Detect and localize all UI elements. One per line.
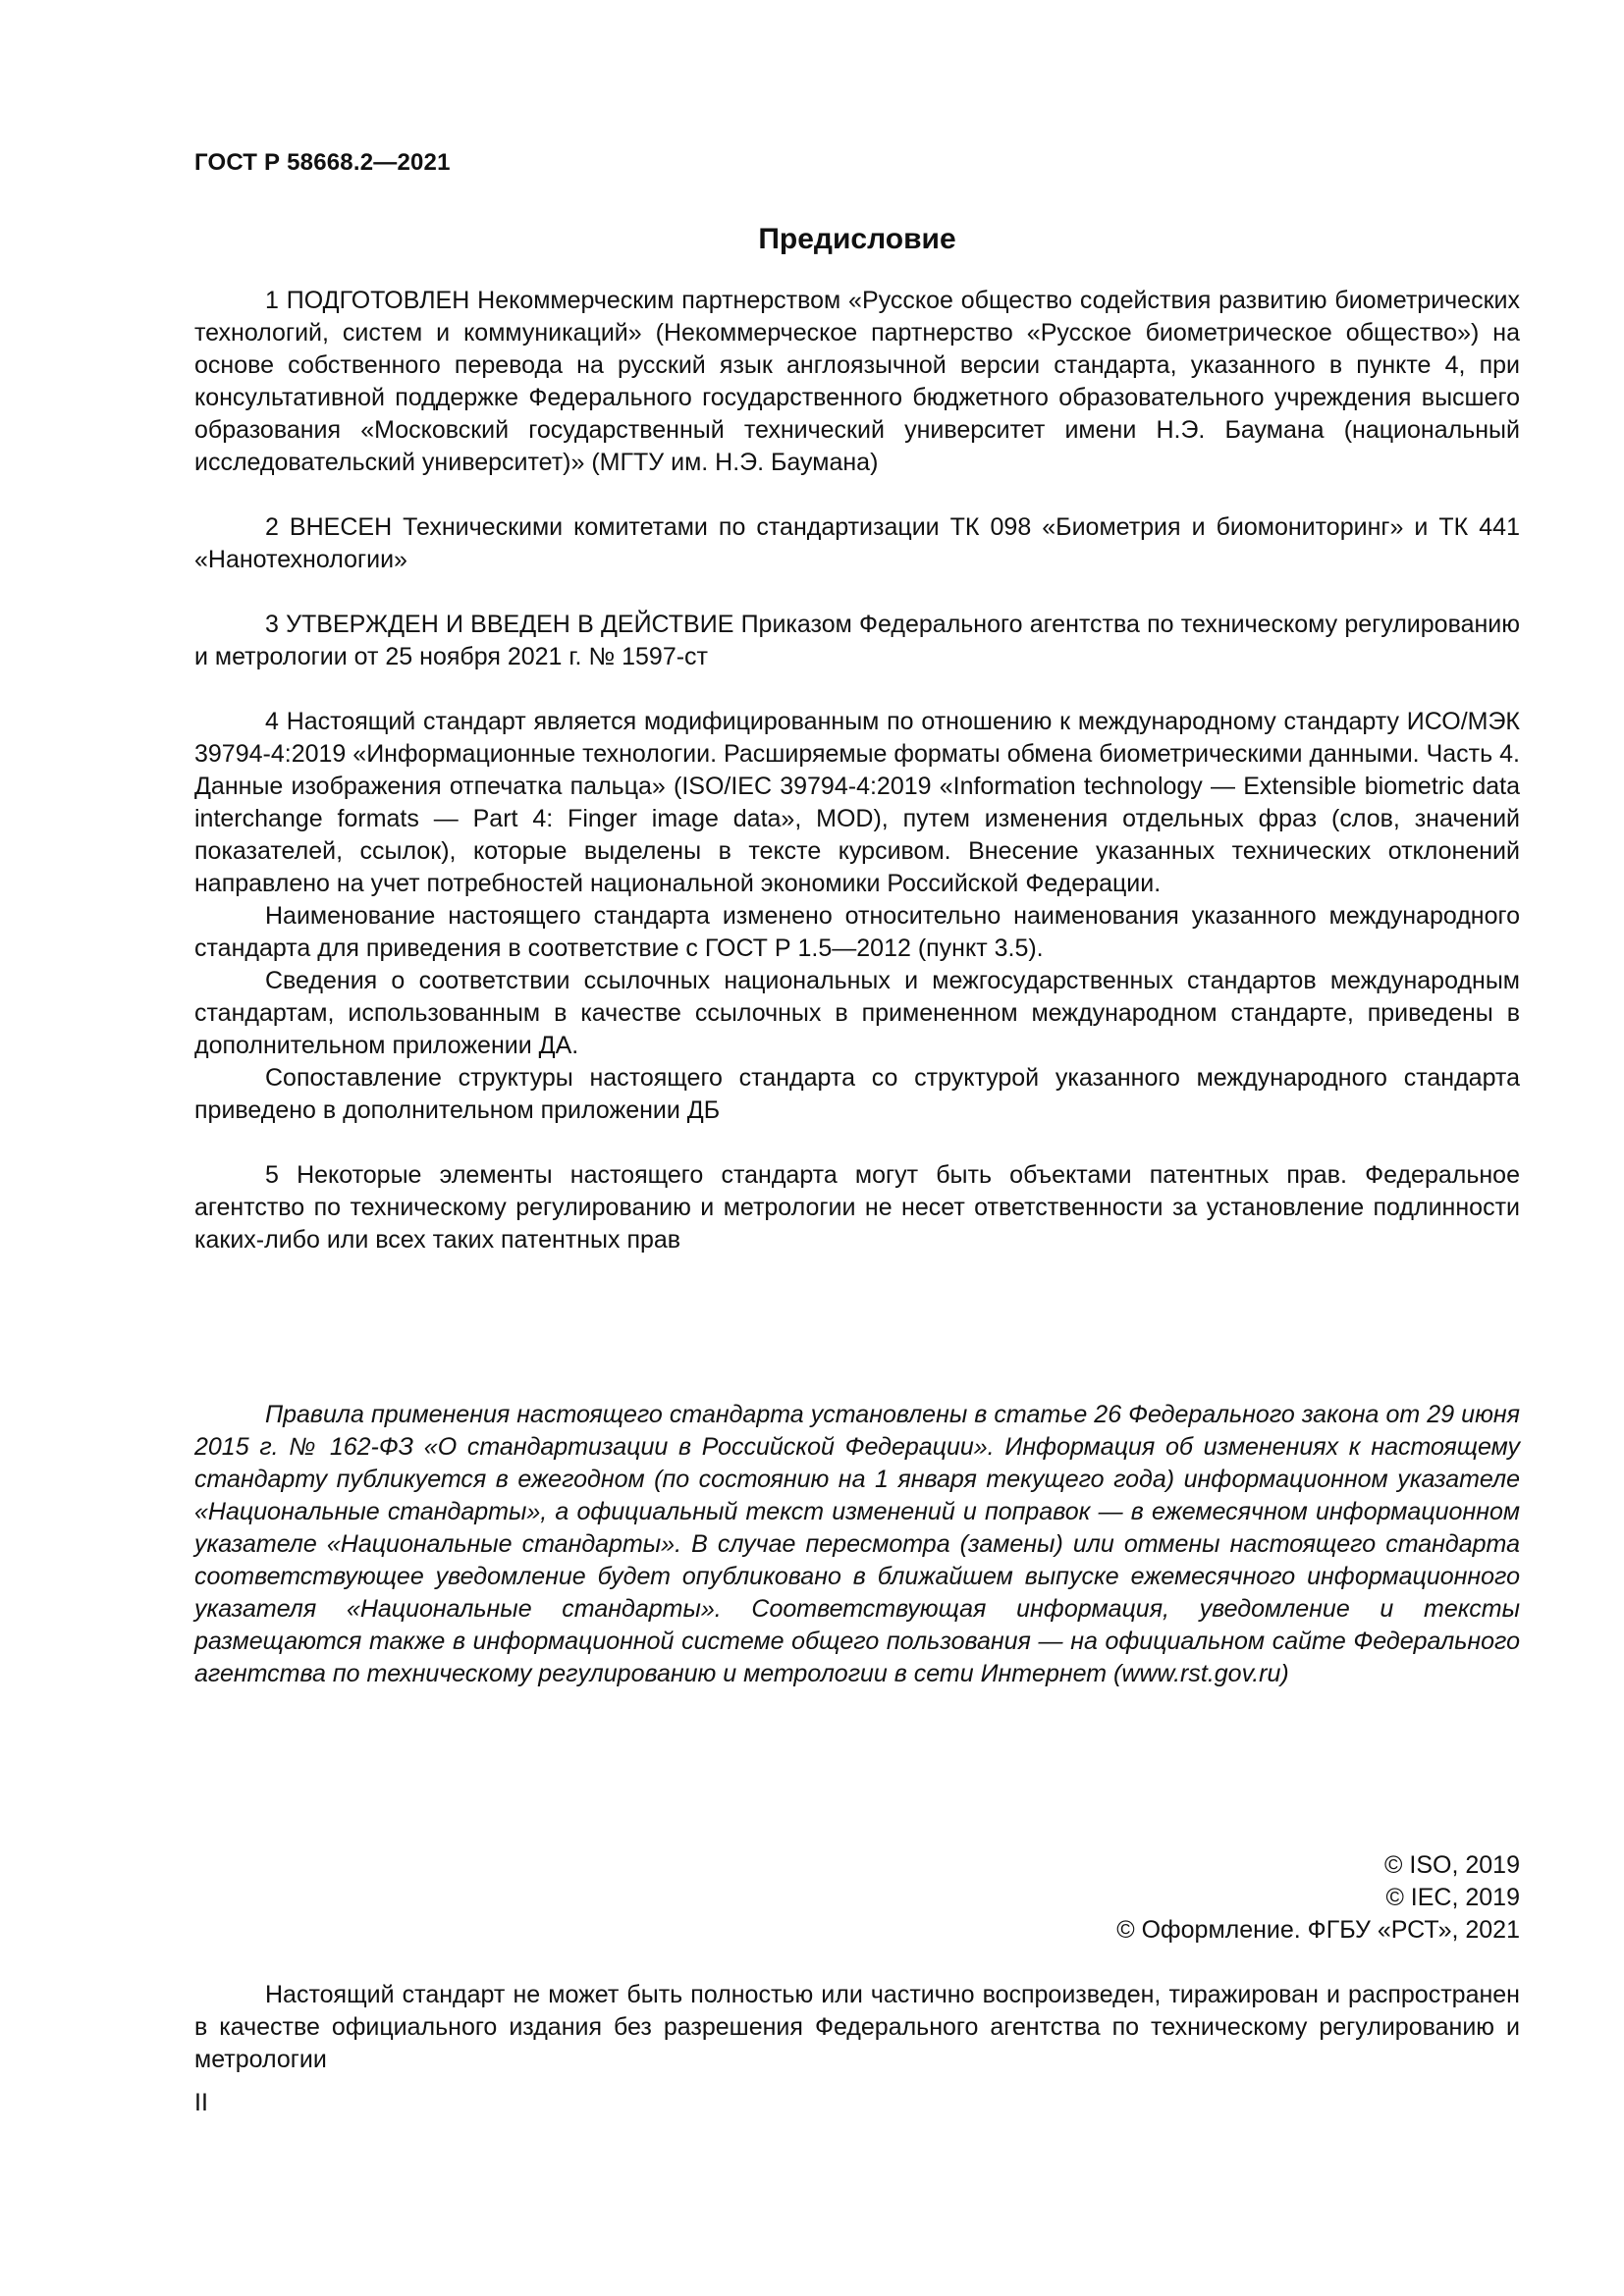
page-number: II [194, 2089, 208, 2116]
preface-title: Предисловие [758, 223, 956, 255]
preface-paragraph: Сведения о соответствии ссылочных национальных и межгосударственных стандартов международным стандартам, использованным в качестве ссылочных в примененном международном стандарте, приведены в дополнительном приложении ДА. [194, 967, 1520, 1059]
copyright-design: © Оформление. ФГБУ «РСТ», 2021 [1116, 1916, 1520, 1944]
preface-item-4 [194, 706, 1520, 1127]
preface-paragraph: 3 УТВЕРЖДЕН И ВВЕДЕН В ДЕЙСТВИЕ Приказом Федерального агентства по техническому регулированию и метрологии от 25 ноября 2021 г. № 1597-ст [194, 611, 1520, 670]
reproduction-notice: Настоящий стандарт не может быть полностью или частично воспроизведен, тиражирован и распространен в качестве официального издания без разрешения Федерального агентства по техническому регулированию и метрологии [194, 1981, 1520, 2073]
application-rules-notice: Правила применения настоящего стандарта установлены в статье 26 Федерального закона от 29 июня 2015 г. № 162-ФЗ «О стандартизации в Российской Федерации». Информация об изменениях к настоящему стандарту публикуется в ежегодном (по состоянию на 1 января текущего года) информационном указателе «Национальные стандарты», а официальный текст изменений и поправок — в ежемесячном информационном указателе «Национальные стандарты». В случае пересмотра (замены) или отмены настоящего стандарта соответствующее уведомление будет опубликовано в ближайшем выпуске ежемесячного информационного указателя «Национальные стандарты». Соответствующая информация, уведомление и тексты размещаются также в информационной системе общего пользования — на официальном сайте Федерального агентства по техническому регулированию и метрологии в сети Интернет (www.rst.gov.ru) [194, 1401, 1520, 1687]
document-page [194, 0, 1520, 2296]
preface-item-3 [194, 609, 1520, 673]
preface-item-5 [194, 1159, 1520, 1256]
preface-paragraph: Сопоставление структуры настоящего стандарта со структурой указанного международного стандарта приведено в дополнительном приложении ДБ [194, 1064, 1520, 1124]
preface-item-2 [194, 511, 1520, 576]
document-id: ГОСТ Р 58668.2—2021 [194, 149, 451, 176]
copyright-block [1116, 1849, 1520, 1947]
preface-item-1 [194, 285, 1520, 479]
preface-paragraph: Наименование настоящего стандарта изменено относительно наименования указанного международного стандарта для приведения в соответствие с ГОСТ Р 1.5—2012 (пункт 3.5). [194, 902, 1520, 962]
preface-paragraph: 2 ВНЕСЕН Техническими комитетами по стандартизации ТК 098 «Биометрия и биомониторинг» и ТК 441 «Нанотехнологии» [194, 513, 1520, 573]
preface-paragraph: 1 ПОДГОТОВЛЕН Некоммерческим партнерством «Русское общество содействия развитию биометрических технологий, систем и коммуникаций» (Некоммерческое партнерство «Русское биометрическое общество») на основе собственного перевода на русский язык англоязычной версии стандарта, указанного в пункте 4, при консультативной поддержке Федерального государственного бюджетного образовательного учреждения высшего образования «Московский государственный технический университет имени Н.Э. Баумана (национальный исследовательский университет)» (МГТУ им. Н.Э. Баумана) [194, 287, 1520, 476]
preface-content [194, 285, 1520, 1289]
copyright-iec: © IEC, 2019 [1385, 1884, 1520, 1911]
copyright-iso: © ISO, 2019 [1384, 1851, 1520, 1879]
preface-paragraph: 4 Настоящий стандарт является модифицированным по отношению к международному стандарту ИСО/МЭК 39794-4:2019 «Информационные технологии. Расширяемые форматы обмена биометрическими данными. Часть 4. Данные изображения отпечатка пальца» (ISO/IEC 39794-4:2019 «Information technology — Extensible biometric data interchange formats — Part 4: Finger image data», MOD), путем изменения отдельных фраз (слов, значений показателей, ссылок), которые выделены в тексте курсивом. Внесение указанных технических отклонений направлено на учет потребностей национальной экономики Российской Федерации. [194, 708, 1520, 897]
preface-paragraph: 5 Некоторые элементы настоящего стандарта могут быть объектами патентных прав. Федеральное агентство по техническому регулированию и метрологии не несет ответственности за установление подлинности каких-либо или всех таких патентных прав [194, 1161, 1520, 1254]
